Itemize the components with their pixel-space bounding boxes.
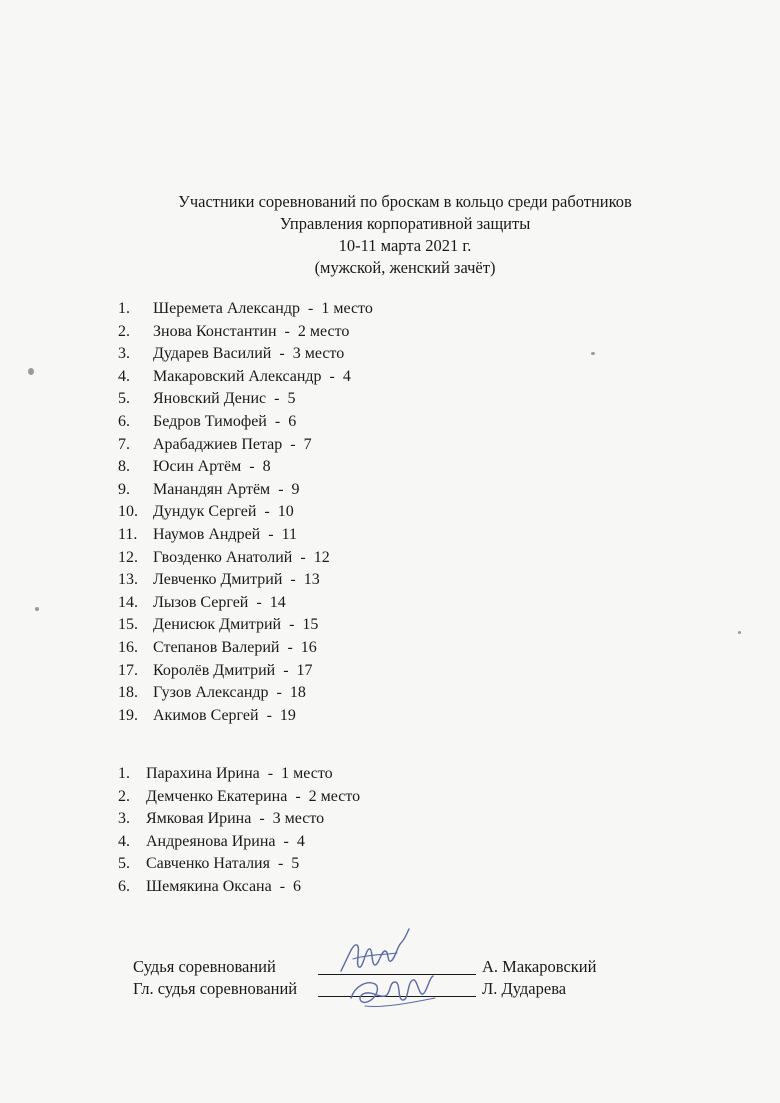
participant-place: 5: [291, 855, 300, 873]
participant-place: 11: [281, 525, 297, 543]
item-number: 5.: [118, 390, 130, 408]
item-number: 13.: [118, 571, 138, 589]
list-item: 1. Парахина Ирина - 1 место: [118, 763, 360, 786]
participant-name: Гвозденко Анатолий: [153, 548, 293, 566]
participant-place: 1 место: [281, 765, 333, 782]
item-number: 7.: [118, 435, 130, 453]
item-number: 3.: [118, 345, 130, 363]
item-number: 3.: [118, 810, 130, 828]
item-number: 18.: [118, 684, 138, 702]
list-item: 3. Ямковая Ирина - 3 место: [118, 808, 360, 831]
participant-place: 9: [291, 480, 300, 498]
list-item: 1. Шеремета Александр - 1 место: [118, 298, 373, 321]
participant-name: Арабаджиев Петар: [153, 435, 283, 453]
item-number: 1.: [118, 765, 130, 782]
item-number: 2.: [118, 322, 130, 340]
participant-place: 2 место: [308, 787, 361, 805]
judge-role: Судья соревнований: [133, 957, 276, 976]
participant-name: Манандян Артём: [153, 480, 271, 498]
item-number: 9.: [118, 480, 130, 498]
participant-place: 5: [287, 390, 296, 408]
item-number: 5.: [118, 855, 130, 873]
list-item: 3. Дударев Василий - 3 место: [118, 343, 373, 366]
participant-name: Степанов Валерий: [153, 638, 280, 656]
list-item: 13. Левченко Дмитрий - 13: [118, 569, 373, 592]
item-number: 6.: [118, 412, 130, 430]
document-header: [100, 191, 710, 279]
participant-name: Королёв Дмитрий: [153, 661, 276, 679]
participant-name: Парахина Ирина: [146, 765, 260, 782]
item-number: 8.: [118, 458, 130, 476]
list-item: 12. Гвозденко Анатолий - 12: [118, 547, 373, 570]
participant-name: Гузов Александр: [153, 684, 269, 702]
list-item: 2. Знова Константин - 2 место: [118, 321, 373, 344]
participant-place: 4: [296, 832, 305, 850]
list-item: 16. Степанов Валерий - 16: [118, 637, 373, 660]
participant-place: 6: [288, 412, 297, 430]
list-item: 10. Дундук Сергей - 10: [118, 501, 373, 524]
participant-place: 14: [269, 593, 286, 611]
participant-place: 7: [303, 435, 312, 453]
participant-place: 10: [277, 503, 294, 521]
participant-place: 6: [293, 877, 302, 895]
participant-place: 8: [262, 458, 271, 476]
women-results-list: [118, 763, 360, 899]
participant-place: 17: [296, 661, 313, 679]
list-item: 19. Акимов Сергей - 19: [118, 705, 373, 728]
participant-name: Яновский Денис: [153, 390, 267, 408]
item-number: 2.: [118, 787, 130, 805]
participant-name: Дударев Василий: [153, 345, 272, 363]
item-number: 11.: [118, 525, 138, 543]
list-item: 4. Макаровский Александр - 4: [118, 366, 373, 389]
participant-name: Савченко Наталия: [146, 855, 270, 873]
participant-place: 12: [313, 548, 330, 566]
list-item: 4. Андреянова Ирина - 4: [118, 831, 360, 854]
list-item: 14. Лызов Сергей - 14: [118, 592, 373, 615]
list-item: 11. Наумов Андрей - 11: [118, 524, 373, 547]
list-item: 9. Манандян Артём - 9: [118, 479, 373, 502]
item-number: 14.: [118, 593, 138, 611]
participant-place: 1 место: [321, 300, 373, 317]
scan-speck: [35, 607, 39, 611]
participant-place: 3 место: [292, 345, 345, 363]
participant-name: Акимов Сергей: [153, 706, 259, 724]
participant-name: Макаровский Александр: [153, 367, 322, 385]
participant-name: Бедров Тимофей: [153, 412, 267, 430]
participant-name: Знова Константин: [153, 322, 277, 340]
participant-name: Демченко Екатерина: [146, 787, 288, 805]
item-number: 19.: [118, 706, 138, 724]
item-number: 12.: [118, 548, 138, 566]
participant-place: 15: [302, 616, 319, 634]
scan-speck: [591, 352, 595, 355]
participant-name: Лызов Сергей: [153, 593, 249, 611]
list-item: 17. Королёв Дмитрий - 17: [118, 660, 373, 683]
item-number: 10.: [118, 503, 138, 521]
scan-speck: [738, 631, 741, 634]
list-item: 5. Яновский Денис - 5: [118, 388, 373, 411]
participant-name: Левченко Дмитрий: [153, 571, 283, 589]
participant-name: Ямковая Ирина: [146, 810, 252, 828]
scan-speck: [28, 368, 34, 375]
participant-place: 4: [342, 367, 351, 385]
participant-place: 2 место: [297, 322, 350, 340]
header-department: Управления корпоративной защиты: [279, 214, 531, 233]
men-results-list: [118, 298, 373, 727]
list-item: 8. Юсин Артём - 8: [118, 456, 373, 479]
participant-name: Дундук Сергей: [153, 503, 257, 521]
item-number: 15.: [118, 616, 138, 634]
participant-place: 18: [289, 684, 306, 702]
item-number: 4.: [118, 367, 130, 385]
participant-place: 16: [300, 638, 317, 656]
chief-judge-handwritten-signature: [345, 968, 445, 1014]
participant-name: Наумов Андрей: [153, 525, 261, 543]
list-item: 15. Денисюк Дмитрий - 15: [118, 614, 373, 637]
item-number: 16.: [118, 638, 138, 656]
participant-place: 19: [279, 706, 296, 724]
participant-name: Андреянова Ирина: [146, 832, 276, 850]
chief-judge-signature-row: [133, 978, 297, 1000]
participant-name: Шеремета Александр: [153, 300, 300, 317]
judge-signature-row: [133, 956, 276, 978]
list-item: 5. Савченко Наталия - 5: [118, 853, 360, 876]
judge-name: А. Макаровский: [482, 957, 597, 976]
chief-judge-role: Гл. судья соревнований: [133, 979, 298, 998]
list-item: 18. Гузов Александр - 18: [118, 682, 373, 705]
item-number: 1.: [118, 300, 130, 317]
item-number: 4.: [118, 832, 130, 850]
chief-judge-name: Л. Дударева: [482, 979, 567, 998]
list-item: 6. Бедров Тимофей - 6: [118, 411, 373, 434]
participant-place: 3 место: [272, 810, 325, 828]
list-item: 7. Арабаджиев Петар - 7: [118, 434, 373, 457]
item-number: 6.: [118, 877, 130, 895]
list-item: 2. Демченко Екатерина - 2 место: [118, 786, 360, 809]
item-number: 17.: [118, 661, 138, 679]
header-category: (мужской, женский зачёт): [314, 258, 496, 277]
participant-name: Шемякина Оксана: [146, 877, 272, 895]
list-item: 6. Шемякина Оксана - 6: [118, 876, 360, 899]
participant-place: 13: [303, 571, 320, 589]
participant-name: Юсин Артём: [153, 458, 242, 476]
header-date: 10-11 марта 2021 г.: [338, 236, 472, 255]
header-title: Участники соревнований по броскам в кольцо среди работников: [178, 192, 632, 211]
participant-name: Денисюк Дмитрий: [153, 616, 282, 634]
